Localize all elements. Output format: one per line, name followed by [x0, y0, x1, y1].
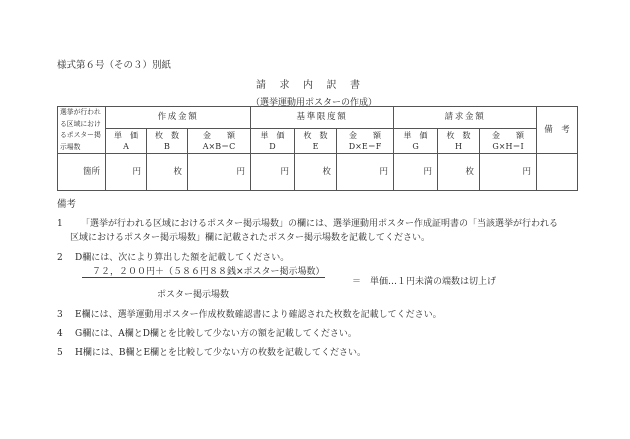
col-header-g: 単 価 G — [394, 129, 438, 154]
note-number: 3 — [57, 310, 63, 320]
title-char: 訳 — [326, 80, 337, 91]
col-header-b: 枚 数 B — [147, 129, 188, 154]
breakdown-table — [57, 106, 578, 191]
note-5 — [57, 345, 366, 358]
group-claim-amount: 請求金額 — [394, 107, 537, 129]
title-char: 求 — [279, 80, 290, 91]
notes-heading: 備考 — [57, 199, 77, 210]
remarks-cell[interactable] — [537, 154, 578, 191]
note-number: 2 — [57, 253, 63, 263]
col-header-e: 枚 数 E — [295, 129, 337, 154]
cell-g[interactable]: 円 — [394, 154, 438, 191]
cell-d[interactable]: 円 — [251, 154, 295, 191]
cell-c[interactable]: 円 — [188, 154, 251, 191]
col-header-i: 金 額 G×H＝I — [480, 129, 537, 154]
col-header-c: 金 額 A×B＝C — [188, 129, 251, 154]
label-line: る区域におけ — [60, 119, 101, 128]
formula-numerator: ７２，２００円＋（５８６円８８銭×ポスター掲示場数） — [92, 267, 325, 277]
poster-site-count-header — [58, 107, 106, 154]
col-header-d: 単 価 D — [251, 129, 295, 154]
cell-f[interactable]: 円 — [337, 154, 394, 191]
note-number: 1 — [57, 219, 63, 229]
cell-b[interactable]: 枚 — [147, 154, 188, 191]
formula-fraction-line — [82, 277, 325, 278]
note-number: 4 — [57, 329, 63, 339]
formula-result: ＝ 単価…１円未満の端数は切上げ — [352, 277, 497, 287]
title-char: 内 — [303, 80, 313, 91]
table-row — [58, 154, 578, 191]
note-1 — [57, 216, 558, 229]
note-2 — [57, 250, 289, 263]
label-line: 選挙が行われ — [60, 108, 101, 116]
note-text: H欄には、B欄とE欄とを比較して少ない方の枚数を記載してください。 — [75, 348, 367, 358]
note-3 — [57, 307, 442, 320]
group-limit-amount: 基準限度額 — [251, 107, 394, 129]
site-count-cell[interactable]: 箇所 — [58, 154, 106, 191]
note-text: 「選挙が行われる区域におけるポスター掲示場数」の欄には、選挙運動用ポスター作成証明書の「当該選挙が行われる — [81, 219, 559, 229]
col-header-a: 単 価 A — [106, 129, 147, 154]
note-text: E欄には、選挙運動用ポスター作成枚数確認書により確認された枚数を記載してください。 — [75, 310, 442, 320]
cell-i[interactable]: 円 — [480, 154, 537, 191]
group-creation-amount: 作成金額 — [106, 107, 251, 129]
formula-denominator: ポスター掲示場数 — [157, 290, 230, 300]
col-header-f: 金 額 D×E＝F — [337, 129, 394, 154]
remarks-header: 備 考 — [537, 107, 578, 154]
label-line: 示場数 — [60, 142, 81, 151]
title-char: 書 — [350, 80, 360, 91]
note-text: D欄には、次により算出した額を記載してください。 — [75, 253, 290, 263]
cell-h[interactable]: 枚 — [438, 154, 480, 191]
cell-a[interactable]: 円 — [106, 154, 147, 191]
document-subtitle: （選挙運動用ポスターの作成） — [251, 98, 378, 108]
note-number: 5 — [57, 348, 63, 358]
col-header-h: 枚 数 H — [438, 129, 480, 154]
label-line: るポスター掲 — [60, 131, 101, 139]
note-4 — [57, 326, 357, 339]
form-number: 様式第６号（その３）別紙 — [57, 60, 172, 71]
document-title — [256, 76, 374, 91]
cell-e[interactable]: 枚 — [295, 154, 337, 191]
title-char: 請 — [256, 80, 266, 91]
note-1-cont: 区域におけるポスター掲示場数」欄に記載されたポスター掲示場数を記載してください。 — [70, 233, 431, 243]
note-text: G欄には、A欄とD欄とを比較して少ない方の額を記載してください。 — [75, 329, 357, 339]
